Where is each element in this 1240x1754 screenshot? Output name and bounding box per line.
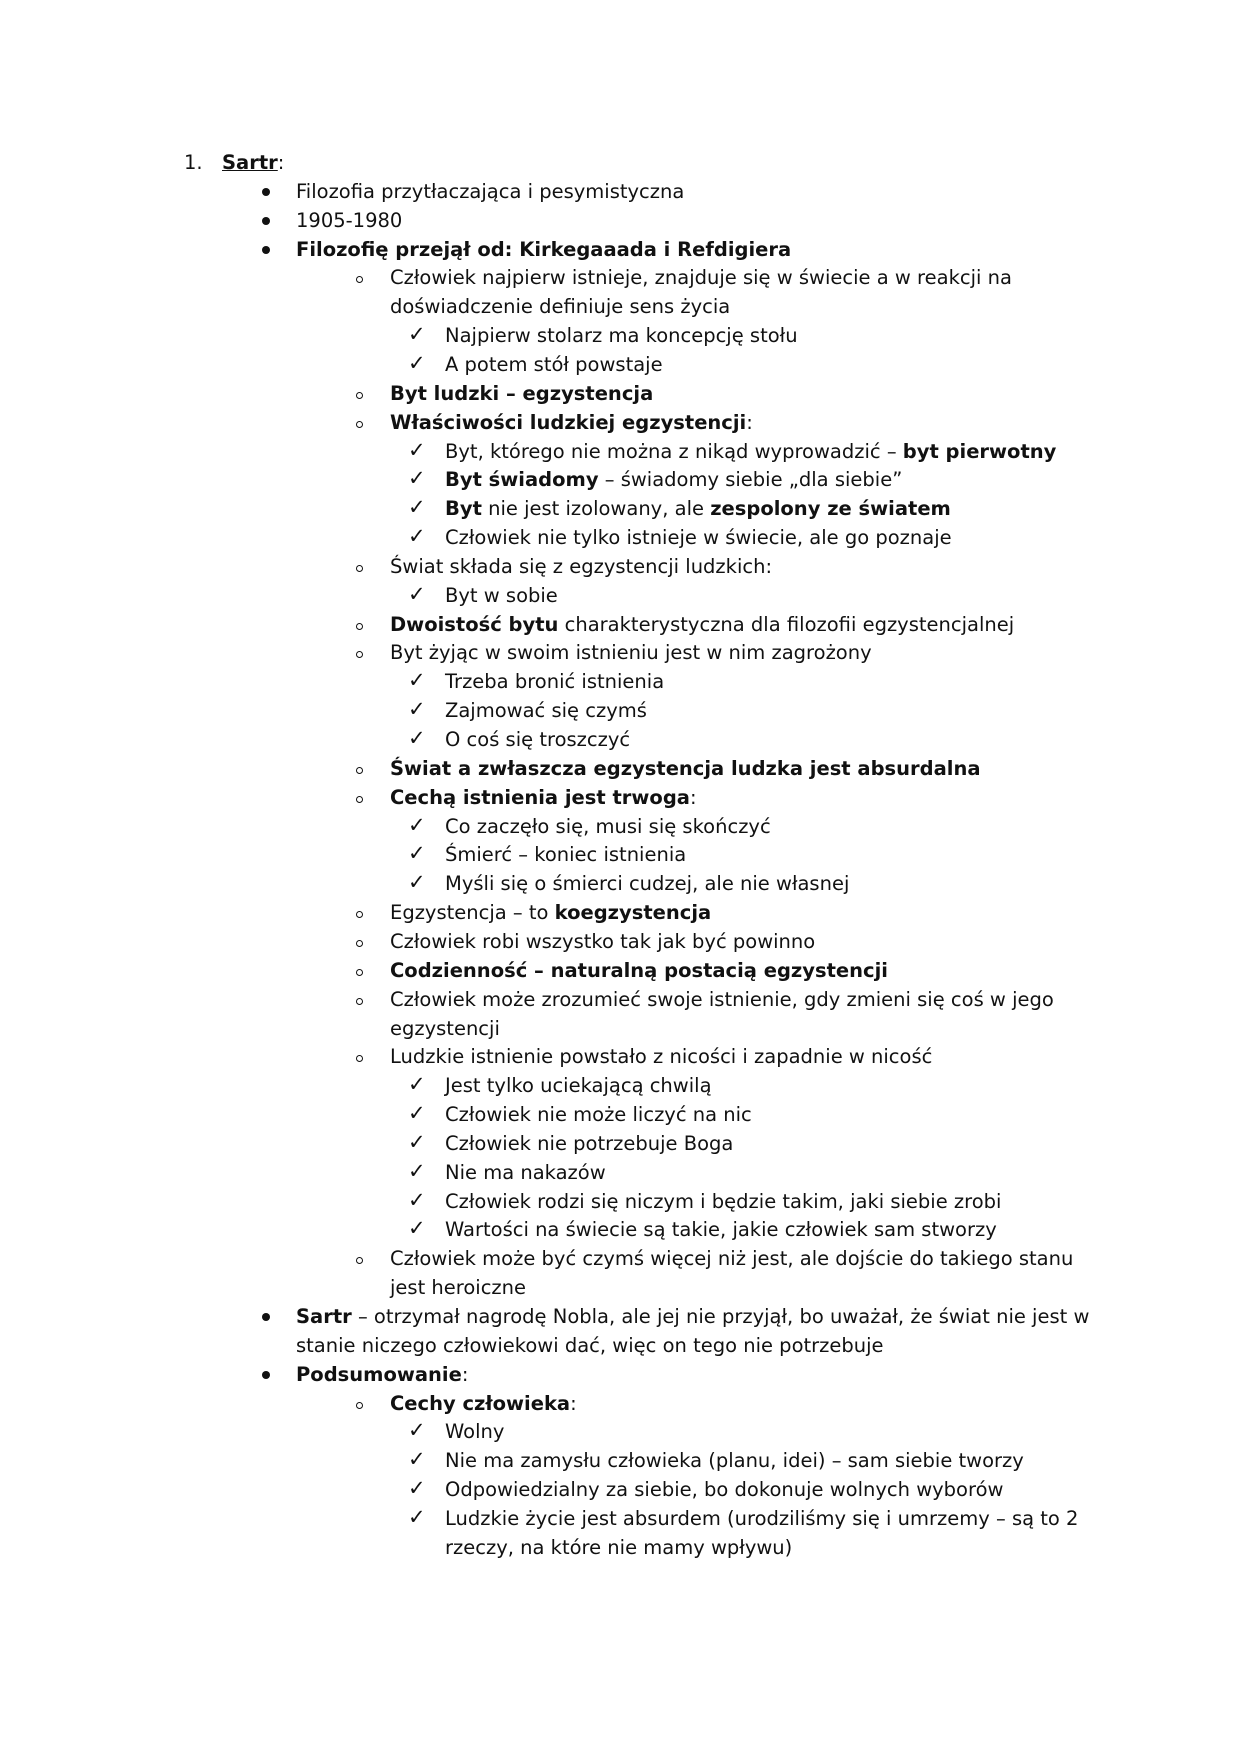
text-segment: egzystencji (390, 1017, 500, 1040)
text-segment: Filozofię przejął od: Kirkegaaada i Refdigiera (296, 238, 792, 261)
list-item-text (390, 263, 1012, 292)
text-segment: Świat składa się z egzystencji ludzkich: (390, 555, 773, 578)
list-item-text (390, 379, 653, 408)
list-item-text (445, 437, 1056, 466)
text-segment: Cechy człowieka (390, 1392, 571, 1415)
list-item-text (390, 1244, 1073, 1273)
list-item-text (296, 1331, 884, 1360)
check-mark-icon: ✓ (408, 1447, 426, 1471)
check-mark-icon: ✓ (408, 582, 426, 606)
hollow-circle-icon (356, 623, 363, 630)
hollow-circle-icon (356, 940, 363, 947)
text-segment: Byt w sobie (445, 584, 558, 607)
list-item-text (445, 350, 663, 379)
text-segment: : (277, 151, 285, 174)
text-segment: Byt żyjąc w swoim istnieniu jest w nim zagrożony (390, 641, 872, 664)
list-item-text (445, 1417, 504, 1446)
check-mark-icon: ✓ (408, 1072, 426, 1096)
text-segment: Zajmować się czymś (445, 699, 647, 722)
check-mark-icon: ✓ (408, 322, 426, 346)
bullet-icon (262, 246, 270, 254)
list-item-text (390, 408, 753, 437)
list-item-text (222, 148, 284, 177)
hollow-circle-icon (356, 767, 363, 774)
text-segment: rzeczy, na które nie mamy wpływu) (445, 1536, 793, 1559)
text-segment: 1905-1980 (296, 209, 403, 232)
text-segment: jest heroiczne (390, 1276, 527, 1299)
text-segment: Egzystencja – to (390, 901, 555, 924)
text-segment: Byt (445, 497, 482, 520)
text-segment: Człowiek rodzi się niczym i będzie takim, jaki siebie zrobi (445, 1190, 1002, 1213)
text-segment: : (689, 786, 697, 809)
check-mark-icon: ✓ (408, 697, 426, 721)
check-mark-icon: ✓ (408, 1130, 426, 1154)
text-segment: doświadczenie definiuje sens życia (390, 295, 731, 318)
list-item-text (445, 1215, 997, 1244)
text-segment: Dwoistość bytu (390, 613, 559, 636)
check-mark-icon: ✓ (408, 524, 426, 548)
list-item-text (390, 638, 872, 667)
text-segment: koegzystencja (554, 901, 712, 924)
list-item-text (445, 1475, 1003, 1504)
check-mark-icon: ✓ (408, 1418, 426, 1442)
text-segment: : (461, 1363, 469, 1386)
check-mark-icon: ✓ (408, 1216, 426, 1240)
text-segment: Ludzkie istnienie powstało z nicości i zapadnie w nicość (390, 1045, 933, 1068)
text-segment: Człowiek nie potrzebuje Boga (445, 1132, 734, 1155)
list-item-text (390, 754, 980, 783)
text-segment: Co zaczęło się, musi się skończyć (445, 815, 771, 838)
hollow-circle-icon (356, 1402, 363, 1409)
text-segment: charakterystyczna dla filozofii egzystencjalnej (558, 613, 1015, 636)
check-mark-icon: ✓ (408, 726, 426, 750)
text-segment: Sartr (222, 151, 278, 174)
list-item-text (390, 1042, 932, 1071)
text-segment: Wartości na świecie są takie, jakie człowiek sam stworzy (445, 1218, 997, 1241)
list-item-text (445, 1129, 733, 1158)
list-item-text (390, 956, 888, 985)
list-item-text (445, 696, 647, 725)
hollow-circle-icon (356, 421, 363, 428)
list-item-text (296, 235, 791, 264)
text-segment: Cechą istnienia jest trwoga (390, 786, 690, 809)
text-segment: nie jest izolowany, ale (481, 497, 711, 520)
text-segment: Byt ludzki – egzystencja (390, 382, 654, 405)
list-item-text (445, 1100, 752, 1129)
text-segment: Wolny (445, 1420, 505, 1443)
list-item-text (445, 840, 686, 869)
list-item-text (296, 1302, 1089, 1331)
text-segment: Sartr (296, 1305, 352, 1328)
text-segment: Świat a zwłaszcza egzystencja ludzka jest absurdalna (390, 757, 981, 780)
list-item-text (390, 985, 1054, 1014)
text-segment: Codzienność – naturalną postacią egzystencji (390, 959, 888, 982)
hollow-circle-icon (356, 998, 363, 1005)
text-segment: Byt, którego nie można z nikąd wyprowadzić – (445, 440, 903, 463)
text-segment: Myśli się o śmierci cudzej, ale nie własnej (445, 872, 850, 895)
hollow-circle-icon (356, 969, 363, 976)
list-item-text (390, 292, 730, 321)
list-item-text (296, 206, 402, 235)
check-mark-icon: ✓ (408, 1101, 426, 1125)
check-mark-icon: ✓ (408, 1188, 426, 1212)
list-item-text (445, 667, 664, 696)
list-item-text (445, 812, 771, 841)
text-segment: Śmierć – koniec istnienia (445, 843, 687, 866)
text-segment: Człowiek nie tylko istnieje w świecie, ale go poznaje (445, 526, 952, 549)
text-segment: Człowiek może być czymś więcej niż jest, ale dojście do takiego stanu (390, 1247, 1074, 1270)
text-segment: O coś się troszczyć (445, 728, 631, 751)
hollow-circle-icon (356, 565, 363, 572)
list-item-text (445, 1533, 792, 1562)
text-segment: stanie niczego człowiekowi dać, więc on tego nie potrzebuje (296, 1334, 884, 1357)
list-item-text (445, 581, 558, 610)
list-item-text (445, 523, 952, 552)
text-segment: – świadomy siebie „dla siebie” (598, 468, 903, 491)
hollow-circle-icon (356, 796, 363, 803)
bullet-icon (262, 1313, 270, 1321)
check-mark-icon: ✓ (408, 841, 426, 865)
list-item-text (296, 177, 684, 206)
text-segment: byt pierwotny (902, 440, 1057, 463)
text-segment: Trzeba bronić istnienia (445, 670, 665, 693)
hollow-circle-icon (356, 392, 363, 399)
check-mark-icon: ✓ (408, 813, 426, 837)
hollow-circle-icon (356, 651, 363, 658)
check-mark-icon: ✓ (408, 1476, 426, 1500)
check-mark-icon: ✓ (408, 438, 426, 462)
text-segment: A potem stół powstaje (445, 353, 663, 376)
text-segment: Filozofia przytłaczająca i pesymistyczna (296, 180, 685, 203)
list-item-text (445, 1504, 1078, 1533)
list-item-text (445, 321, 798, 350)
hollow-circle-icon (356, 1257, 363, 1264)
text-segment: Człowiek może zrozumieć swoje istnienie, gdy zmieni się coś w jego (390, 988, 1054, 1011)
list-item-text (390, 552, 772, 581)
text-segment: Odpowiedzialny za siebie, bo dokonuje wolnych wyborów (445, 1478, 1004, 1501)
check-mark-icon: ✓ (408, 495, 426, 519)
bullet-icon (262, 188, 270, 196)
text-segment: – otrzymał nagrodę Nobla, ale jej nie przyjął, bo uważał, że świat nie jest w (351, 1305, 1090, 1328)
text-segment: : (570, 1392, 577, 1415)
list-item-text (390, 927, 815, 956)
text-segment: Ludzkie życie jest absurdem (urodziliśmy się i umrzemy – są to 2 (445, 1507, 1079, 1530)
text-segment: Byt świadomy (445, 468, 599, 491)
list-item-text (390, 1389, 577, 1418)
check-mark-icon: ✓ (408, 1159, 426, 1183)
list-item-text (296, 1360, 468, 1389)
list-item-text (390, 1014, 500, 1043)
list-item-text (445, 1158, 606, 1187)
list-item-text (445, 1071, 712, 1100)
list-item-text (445, 1446, 1024, 1475)
text-segment: Najpierw stolarz ma koncepcję stołu (445, 324, 798, 347)
text-segment: Nie ma nakazów (445, 1161, 606, 1184)
list-item-text (445, 869, 849, 898)
list-number: 1. (184, 151, 203, 174)
text-segment: Podsumowanie (296, 1363, 462, 1386)
hollow-circle-icon (356, 276, 363, 283)
text-segment: Człowiek najpierw istnieje, znajduje się w świecie a w reakcji na (390, 266, 1012, 289)
list-item-text (445, 494, 951, 523)
list-item-text (390, 1273, 526, 1302)
text-segment: Nie ma zamysłu człowieka (planu, idei) – sam siebie tworzy (445, 1449, 1024, 1472)
hollow-circle-icon (356, 1055, 363, 1062)
list-item-text (445, 465, 902, 494)
text-segment: zespolony ze światem (710, 497, 951, 520)
bullet-icon (262, 1371, 270, 1379)
check-mark-icon: ✓ (408, 466, 426, 490)
text-segment: Jest tylko uciekającą chwilą (445, 1074, 712, 1097)
list-item-text (445, 725, 630, 754)
list-item-text (390, 898, 711, 927)
check-mark-icon: ✓ (408, 870, 426, 894)
list-item-text (445, 1187, 1001, 1216)
check-mark-icon: ✓ (408, 351, 426, 375)
bullet-icon (262, 217, 270, 225)
check-mark-icon: ✓ (408, 668, 426, 692)
list-item-text (390, 610, 1014, 639)
hollow-circle-icon (356, 911, 363, 918)
text-segment: Człowiek robi wszystko tak jak być powinno (390, 930, 816, 953)
text-segment (222, 151, 278, 174)
list-item-text (390, 783, 697, 812)
text-segment: : (746, 411, 753, 434)
check-mark-icon: ✓ (408, 1505, 426, 1529)
text-segment: Człowiek nie może liczyć na nic (445, 1103, 752, 1126)
text-segment: Właściwości ludzkiej egzystencji (390, 411, 747, 434)
